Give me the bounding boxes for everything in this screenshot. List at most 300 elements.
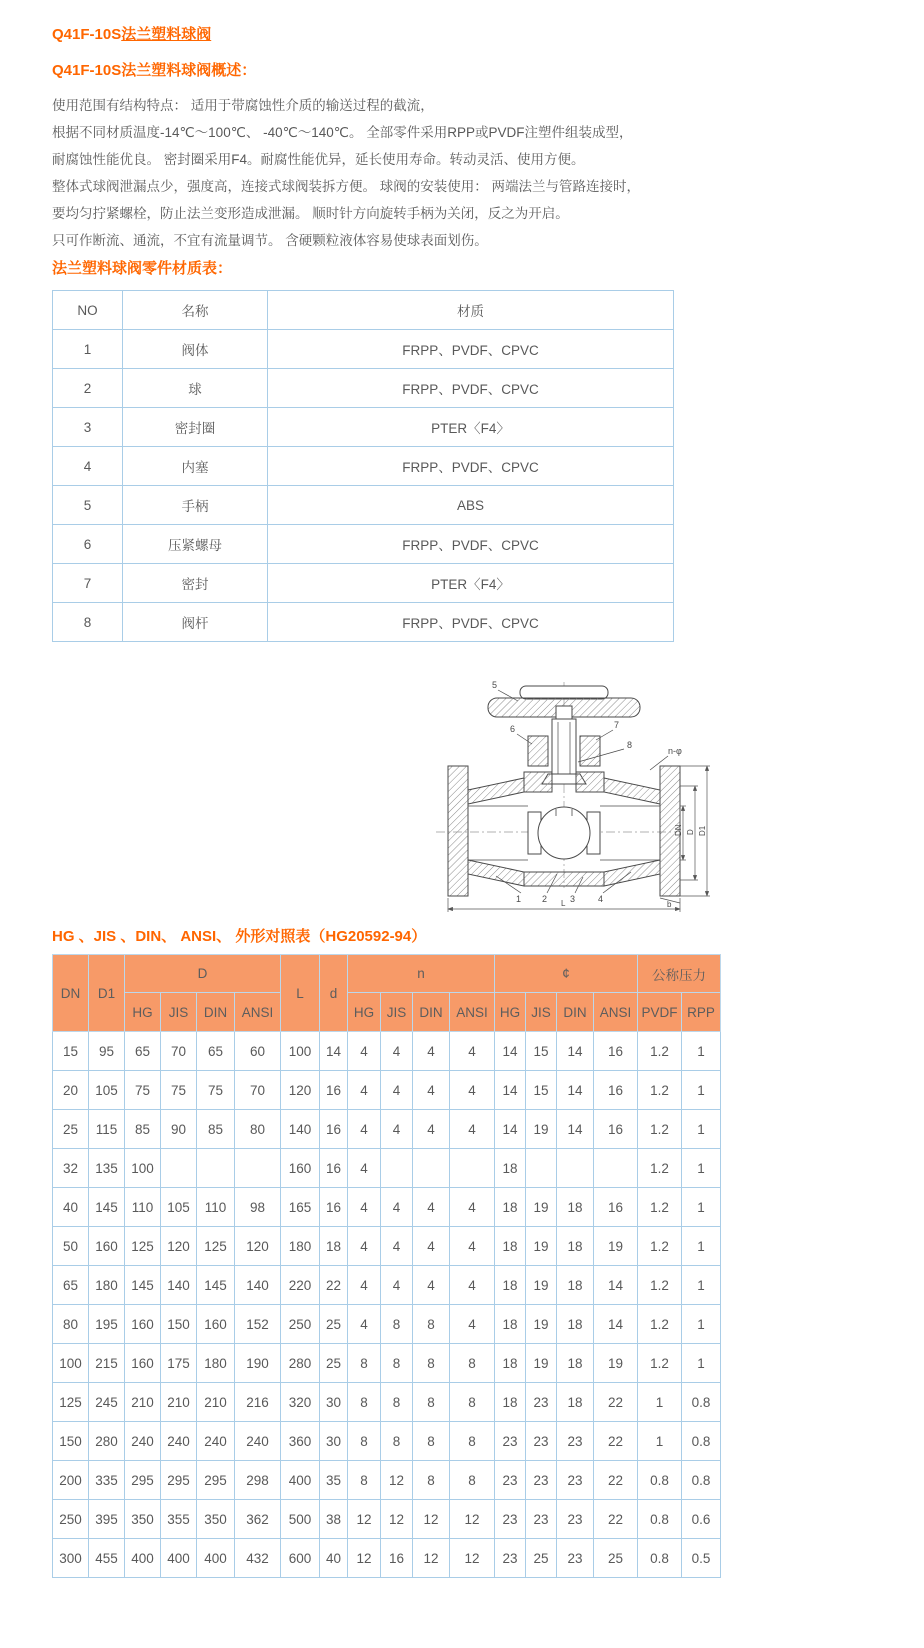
table-cell: 8 [450, 1422, 495, 1461]
table-cell: 455 [89, 1539, 125, 1578]
col-phi-hg: HG [495, 993, 526, 1032]
table-cell: 4 [413, 1266, 450, 1305]
table-cell: 4 [381, 1227, 413, 1266]
table-cell: 23 [495, 1539, 526, 1578]
table-cell: 175 [161, 1344, 197, 1383]
table-cell: 18 [557, 1227, 594, 1266]
table-cell: 4 [381, 1032, 413, 1071]
table-cell: 22 [594, 1500, 638, 1539]
table-cell: 105 [161, 1188, 197, 1227]
dim-label-dn: DN [674, 824, 683, 836]
table-cell: 12 [450, 1539, 495, 1578]
table-cell: 295 [125, 1461, 161, 1500]
table-cell: 1 [682, 1266, 721, 1305]
table-cell: 240 [197, 1422, 235, 1461]
table-cell: 110 [197, 1188, 235, 1227]
table-cell: 4 [348, 1188, 381, 1227]
col-group-phi: ¢ [495, 955, 638, 993]
callout-label-6: 6 [510, 724, 516, 734]
table-cell: 40 [320, 1539, 348, 1578]
table-cell: 18 [495, 1344, 526, 1383]
col-l: L [281, 955, 320, 1032]
table-cell: 23 [557, 1500, 594, 1539]
table-cell: 4 [413, 1188, 450, 1227]
table-cell: 手柄 [123, 486, 268, 525]
table-cell: 135 [89, 1149, 125, 1188]
table-cell: 125 [53, 1383, 89, 1422]
table-cell: 160 [197, 1305, 235, 1344]
table-cell: 38 [320, 1500, 348, 1539]
table-cell: FRPP、PVDF、CPVC [268, 330, 674, 369]
table-cell: 18 [495, 1227, 526, 1266]
table-cell: 280 [89, 1422, 125, 1461]
table-cell: 8 [413, 1461, 450, 1500]
table-cell: 298 [235, 1461, 281, 1500]
table-row [53, 1461, 721, 1500]
table-cell: 8 [450, 1344, 495, 1383]
table-cell: 195 [89, 1305, 125, 1344]
page-title-prefix: Q41F-10S [52, 26, 122, 43]
table-cell: 16 [594, 1032, 638, 1071]
table-cell: 400 [281, 1461, 320, 1500]
table-cell [594, 1149, 638, 1188]
table-cell: 5 [53, 486, 123, 525]
table-cell: 1.2 [638, 1227, 682, 1266]
table-cell: 240 [235, 1422, 281, 1461]
table-cell: 30 [320, 1383, 348, 1422]
col-dn: DN [53, 955, 89, 1032]
table-cell: 23 [526, 1383, 557, 1422]
table-cell: 18 [495, 1149, 526, 1188]
table-cell: 4 [381, 1266, 413, 1305]
table-cell: 400 [161, 1539, 197, 1578]
overview-heading: Q41F-10S法兰塑料球阀概述： [52, 62, 257, 79]
table-cell: 240 [125, 1422, 161, 1461]
dim-label-b: b [667, 900, 672, 909]
col-group-pressure: 公称压力 [638, 955, 721, 993]
table-cell: 400 [125, 1539, 161, 1578]
parts-col-material: 材质 [268, 291, 674, 330]
table-cell: 4 [450, 1110, 495, 1149]
table-row [53, 1422, 721, 1461]
table-cell: 152 [235, 1305, 281, 1344]
table-row [53, 1188, 721, 1227]
table-cell: 65 [197, 1032, 235, 1071]
parts-col-name: 名称 [123, 291, 268, 330]
table-cell: 32 [53, 1149, 89, 1188]
table-cell: 65 [53, 1266, 89, 1305]
table-cell: 15 [526, 1032, 557, 1071]
handle-top-cap [520, 686, 608, 699]
table-cell: 35 [320, 1461, 348, 1500]
table-cell: 8 [381, 1305, 413, 1344]
table-row [53, 1539, 721, 1578]
table-cell: 22 [594, 1461, 638, 1500]
table-cell: 18 [557, 1305, 594, 1344]
table-cell: 280 [281, 1344, 320, 1383]
table-cell: 1 [682, 1188, 721, 1227]
table-cell: 12 [348, 1500, 381, 1539]
table-cell: 25 [526, 1539, 557, 1578]
col-n-hg: HG [348, 993, 381, 1032]
table-cell: ABS [268, 486, 674, 525]
table-row [53, 1383, 721, 1422]
packing-nut-right [580, 736, 600, 766]
table-row [53, 408, 674, 447]
table-cell: 4 [450, 1071, 495, 1110]
table-cell [413, 1149, 450, 1188]
table-cell: 8 [348, 1344, 381, 1383]
table-cell: 0.8 [638, 1461, 682, 1500]
table-cell: 75 [125, 1071, 161, 1110]
table-cell: 0.8 [638, 1500, 682, 1539]
body-wall [468, 860, 524, 886]
table-cell: 0.8 [682, 1383, 721, 1422]
table-cell: 100 [281, 1032, 320, 1071]
table-cell: 4 [348, 1110, 381, 1149]
callout-label-4: 4 [598, 894, 604, 904]
table-cell: 4 [450, 1227, 495, 1266]
table-cell: 8 [413, 1422, 450, 1461]
table-row [53, 1071, 721, 1110]
table-cell: 18 [495, 1188, 526, 1227]
table-cell: 320 [281, 1383, 320, 1422]
table-cell: 18 [557, 1266, 594, 1305]
table-cell [557, 1149, 594, 1188]
bonnet-right [576, 772, 604, 792]
table-cell: 12 [450, 1500, 495, 1539]
table-cell: 85 [125, 1110, 161, 1149]
table-cell: 1.2 [638, 1110, 682, 1149]
table-cell: 19 [526, 1227, 557, 1266]
table-cell: 4 [348, 1071, 381, 1110]
table-cell: 18 [495, 1383, 526, 1422]
table-cell: 120 [281, 1071, 320, 1110]
table-cell: 18 [495, 1266, 526, 1305]
table-row [53, 1032, 721, 1071]
ball [538, 807, 590, 859]
dimension-comparison-table [52, 954, 721, 1578]
body-wall [604, 778, 660, 804]
table-cell: 1 [682, 1305, 721, 1344]
table-cell: 1 [53, 330, 123, 369]
table-row [53, 1344, 721, 1383]
table-cell: 23 [526, 1500, 557, 1539]
table-cell: 16 [381, 1539, 413, 1578]
table-cell: 360 [281, 1422, 320, 1461]
table-cell: 220 [281, 1266, 320, 1305]
bonnet-left [524, 772, 552, 792]
table-cell: 210 [197, 1383, 235, 1422]
table-row [53, 1149, 721, 1188]
bolt-hole-label: n-φ [668, 746, 682, 756]
table-cell: 18 [557, 1344, 594, 1383]
table-cell: 23 [526, 1422, 557, 1461]
table-cell: 4 [381, 1110, 413, 1149]
table-cell: 4 [413, 1071, 450, 1110]
table-cell: 295 [161, 1461, 197, 1500]
table-cell: 22 [594, 1422, 638, 1461]
table-cell: 145 [197, 1266, 235, 1305]
table-cell: 100 [53, 1344, 89, 1383]
table-cell: 19 [526, 1266, 557, 1305]
col-d-din: DIN [197, 993, 235, 1032]
table-cell: 19 [526, 1344, 557, 1383]
col-pvdf: PVDF [638, 993, 682, 1032]
table-cell: 23 [557, 1539, 594, 1578]
table-cell: 75 [161, 1071, 197, 1110]
table-cell: 125 [197, 1227, 235, 1266]
table-cell: 1 [682, 1071, 721, 1110]
table-cell: 0.8 [682, 1422, 721, 1461]
table-cell: 216 [235, 1383, 281, 1422]
table-cell: 23 [495, 1500, 526, 1539]
col-rpp: RPP [682, 993, 721, 1032]
table-cell: FRPP、PVDF、CPVC [268, 447, 674, 486]
parts-table-heading: 法兰塑料球阀零件材质表： [52, 260, 233, 277]
table-cell: 105 [89, 1071, 125, 1110]
overview-line: 根据不同材质温度-14℃～100℃、 -40℃～140℃。 全部零件采用RPP或PVDF注塑件组装成型， [52, 125, 633, 140]
table-cell: 4 [413, 1227, 450, 1266]
table-cell: 1 [638, 1383, 682, 1422]
table-row [53, 330, 674, 369]
table-cell: 22 [594, 1383, 638, 1422]
table-cell: 4 [348, 1032, 381, 1071]
table-cell: 8 [348, 1383, 381, 1422]
table-cell: 16 [320, 1071, 348, 1110]
table-cell: 210 [125, 1383, 161, 1422]
parts-material-table [52, 290, 674, 642]
table-cell: 335 [89, 1461, 125, 1500]
table-cell: 1 [682, 1227, 721, 1266]
table-cell: 4 [450, 1305, 495, 1344]
table-cell: 1.2 [638, 1149, 682, 1188]
table-cell [197, 1149, 235, 1188]
col-d-jis: JIS [161, 993, 197, 1032]
col-n-ansi: ANSI [450, 993, 495, 1032]
table-cell: 阀体 [123, 330, 268, 369]
table-cell: 1.2 [638, 1344, 682, 1383]
col-phi-jis: JIS [526, 993, 557, 1032]
callout-label-5: 5 [492, 680, 498, 690]
handle-hub [556, 706, 572, 719]
table-cell: 16 [320, 1188, 348, 1227]
table-cell: 4 [450, 1188, 495, 1227]
table-cell: 压紧螺母 [123, 525, 268, 564]
table-cell: 210 [161, 1383, 197, 1422]
table-cell: 215 [89, 1344, 125, 1383]
table-cell: PTER〈F4〉 [268, 564, 674, 603]
table-cell: 80 [235, 1110, 281, 1149]
table-cell: 1.2 [638, 1188, 682, 1227]
table-cell: 25 [320, 1344, 348, 1383]
table-cell: 8 [348, 1422, 381, 1461]
table-cell: 23 [557, 1461, 594, 1500]
table-cell: 18 [557, 1383, 594, 1422]
product-title-link[interactable]: 法兰塑料球阀 [121, 26, 212, 43]
table-cell: 70 [235, 1071, 281, 1110]
table-cell: 180 [197, 1344, 235, 1383]
table-cell: 4 [348, 1305, 381, 1344]
callout-label-8: 8 [627, 740, 633, 750]
table-cell: 90 [161, 1110, 197, 1149]
table-cell: 2 [53, 369, 123, 408]
callout-label-3: 3 [570, 894, 576, 904]
table-cell: 120 [235, 1227, 281, 1266]
table-cell: 110 [125, 1188, 161, 1227]
table-cell: 4 [450, 1032, 495, 1071]
dim-label-d: D [686, 829, 695, 835]
table-cell: 50 [53, 1227, 89, 1266]
table-cell: PTER〈F4〉 [268, 408, 674, 447]
table-cell [526, 1149, 557, 1188]
table-cell: 16 [320, 1149, 348, 1188]
table-cell: 300 [53, 1539, 89, 1578]
table-cell: 8 [413, 1383, 450, 1422]
parts-table-header-row [53, 291, 674, 330]
table-row [53, 525, 674, 564]
table-cell: 密封圈 [123, 408, 268, 447]
table-cell: 115 [89, 1110, 125, 1149]
table-cell: 4 [413, 1110, 450, 1149]
table-cell: 65 [125, 1032, 161, 1071]
table-cell [161, 1149, 197, 1188]
table-cell: 25 [594, 1539, 638, 1578]
table-cell: 75 [197, 1071, 235, 1110]
table-cell: 500 [281, 1500, 320, 1539]
body-wall [468, 778, 524, 804]
table-cell: 19 [594, 1344, 638, 1383]
table-cell: 14 [594, 1305, 638, 1344]
table-cell: 16 [320, 1110, 348, 1149]
valve-stem [552, 719, 576, 777]
callout-label-1: 1 [516, 894, 522, 904]
table-cell: 15 [53, 1032, 89, 1071]
table-cell: 4 [413, 1032, 450, 1071]
table-cell: 16 [594, 1110, 638, 1149]
table-cell: 15 [526, 1071, 557, 1110]
table-cell [235, 1149, 281, 1188]
table-cell: 145 [125, 1266, 161, 1305]
table-cell: 6 [53, 525, 123, 564]
col-d-hg: HG [125, 993, 161, 1032]
overview-line: 整体式球阀泄漏点少，强度高，连接式球阀装拆方便。 球阀的安装使用： 两端法兰与管路连接时， [52, 179, 641, 194]
table-cell: 362 [235, 1500, 281, 1539]
table-cell: 4 [53, 447, 123, 486]
table-cell: 19 [526, 1188, 557, 1227]
body-wall [604, 860, 660, 886]
callout-label-7: 7 [614, 720, 620, 730]
table-row [53, 1110, 721, 1149]
overview-line: 耐腐蚀性能优良。 密封圈采用F4。耐腐性能优异，延长使用寿命。转动灵活、使用方便。 [52, 152, 585, 167]
overview-line: 使用范围有结构特点： 适用于带腐蚀性介质的输送过程的截流， [52, 98, 434, 113]
table-cell: 60 [235, 1032, 281, 1071]
table-cell: 23 [495, 1461, 526, 1500]
table-cell: 12 [381, 1461, 413, 1500]
table-cell: 25 [320, 1305, 348, 1344]
table-cell: 432 [235, 1539, 281, 1578]
table-cell: 200 [53, 1461, 89, 1500]
table-cell: 密封 [123, 564, 268, 603]
table-cell: 20 [53, 1071, 89, 1110]
table-row [53, 1227, 721, 1266]
table-cell: 18 [495, 1305, 526, 1344]
table-cell: 25 [53, 1110, 89, 1149]
table-cell: 23 [495, 1422, 526, 1461]
table-cell: 160 [281, 1149, 320, 1188]
table-cell: 140 [281, 1110, 320, 1149]
table-cell: 19 [526, 1110, 557, 1149]
table-cell: 1.2 [638, 1071, 682, 1110]
table-cell: 150 [161, 1305, 197, 1344]
table-cell: 98 [235, 1188, 281, 1227]
table-cell: 1.2 [638, 1032, 682, 1071]
callout-label-2: 2 [542, 894, 548, 904]
table-cell: 19 [526, 1305, 557, 1344]
table-cell: 14 [320, 1032, 348, 1071]
table-cell: 80 [53, 1305, 89, 1344]
table-cell: 16 [594, 1071, 638, 1110]
table-cell: 8 [381, 1383, 413, 1422]
table-cell: 8 [381, 1422, 413, 1461]
packing-nut-left [528, 736, 548, 766]
table-cell: 85 [197, 1110, 235, 1149]
table-cell: 12 [348, 1539, 381, 1578]
table-cell: 160 [125, 1305, 161, 1344]
overview-line: 只可作断流、通流，不宜有流量调节。 含硬颗粒液体容易使球表面划伤。 [52, 233, 488, 248]
table-row [53, 486, 674, 525]
table-cell: 7 [53, 564, 123, 603]
table-cell: 400 [197, 1539, 235, 1578]
table-cell: 18 [320, 1227, 348, 1266]
table-cell: 0.8 [682, 1461, 721, 1500]
table-cell: 0.8 [638, 1539, 682, 1578]
table-cell: FRPP、PVDF、CPVC [268, 369, 674, 408]
table-cell: 8 [450, 1461, 495, 1500]
table-cell: 8 [413, 1344, 450, 1383]
table-cell: 14 [557, 1110, 594, 1149]
valve-cross-section-diagram [424, 674, 724, 914]
table-cell: 8 [413, 1305, 450, 1344]
table-cell: 30 [320, 1422, 348, 1461]
col-n-din: DIN [413, 993, 450, 1032]
table-cell: 22 [320, 1266, 348, 1305]
table-cell: 0.5 [682, 1539, 721, 1578]
table-cell: 14 [495, 1032, 526, 1071]
table-cell: 160 [125, 1344, 161, 1383]
table-cell: 250 [281, 1305, 320, 1344]
table-row [53, 447, 674, 486]
table-cell: 240 [161, 1422, 197, 1461]
table-cell: 180 [281, 1227, 320, 1266]
table-cell [381, 1149, 413, 1188]
left-flange [448, 766, 468, 896]
table-cell: 4 [381, 1071, 413, 1110]
table-cell: 145 [89, 1188, 125, 1227]
table-cell: 150 [53, 1422, 89, 1461]
table-cell: 140 [235, 1266, 281, 1305]
table-cell: 1 [682, 1032, 721, 1071]
table-cell: 16 [594, 1188, 638, 1227]
table-cell: 18 [557, 1188, 594, 1227]
overview-line: 要均匀拧紧螺栓，防止法兰变形造成泄漏。 顺时针方向旋转手柄为关闭，反之为开启。 [52, 206, 569, 221]
table-cell: 1 [682, 1110, 721, 1149]
table-cell: 球 [123, 369, 268, 408]
table-cell: 1 [682, 1344, 721, 1383]
dim-label-d1: D1 [698, 825, 707, 836]
col-d1: D1 [89, 955, 125, 1032]
table-cell: 600 [281, 1539, 320, 1578]
